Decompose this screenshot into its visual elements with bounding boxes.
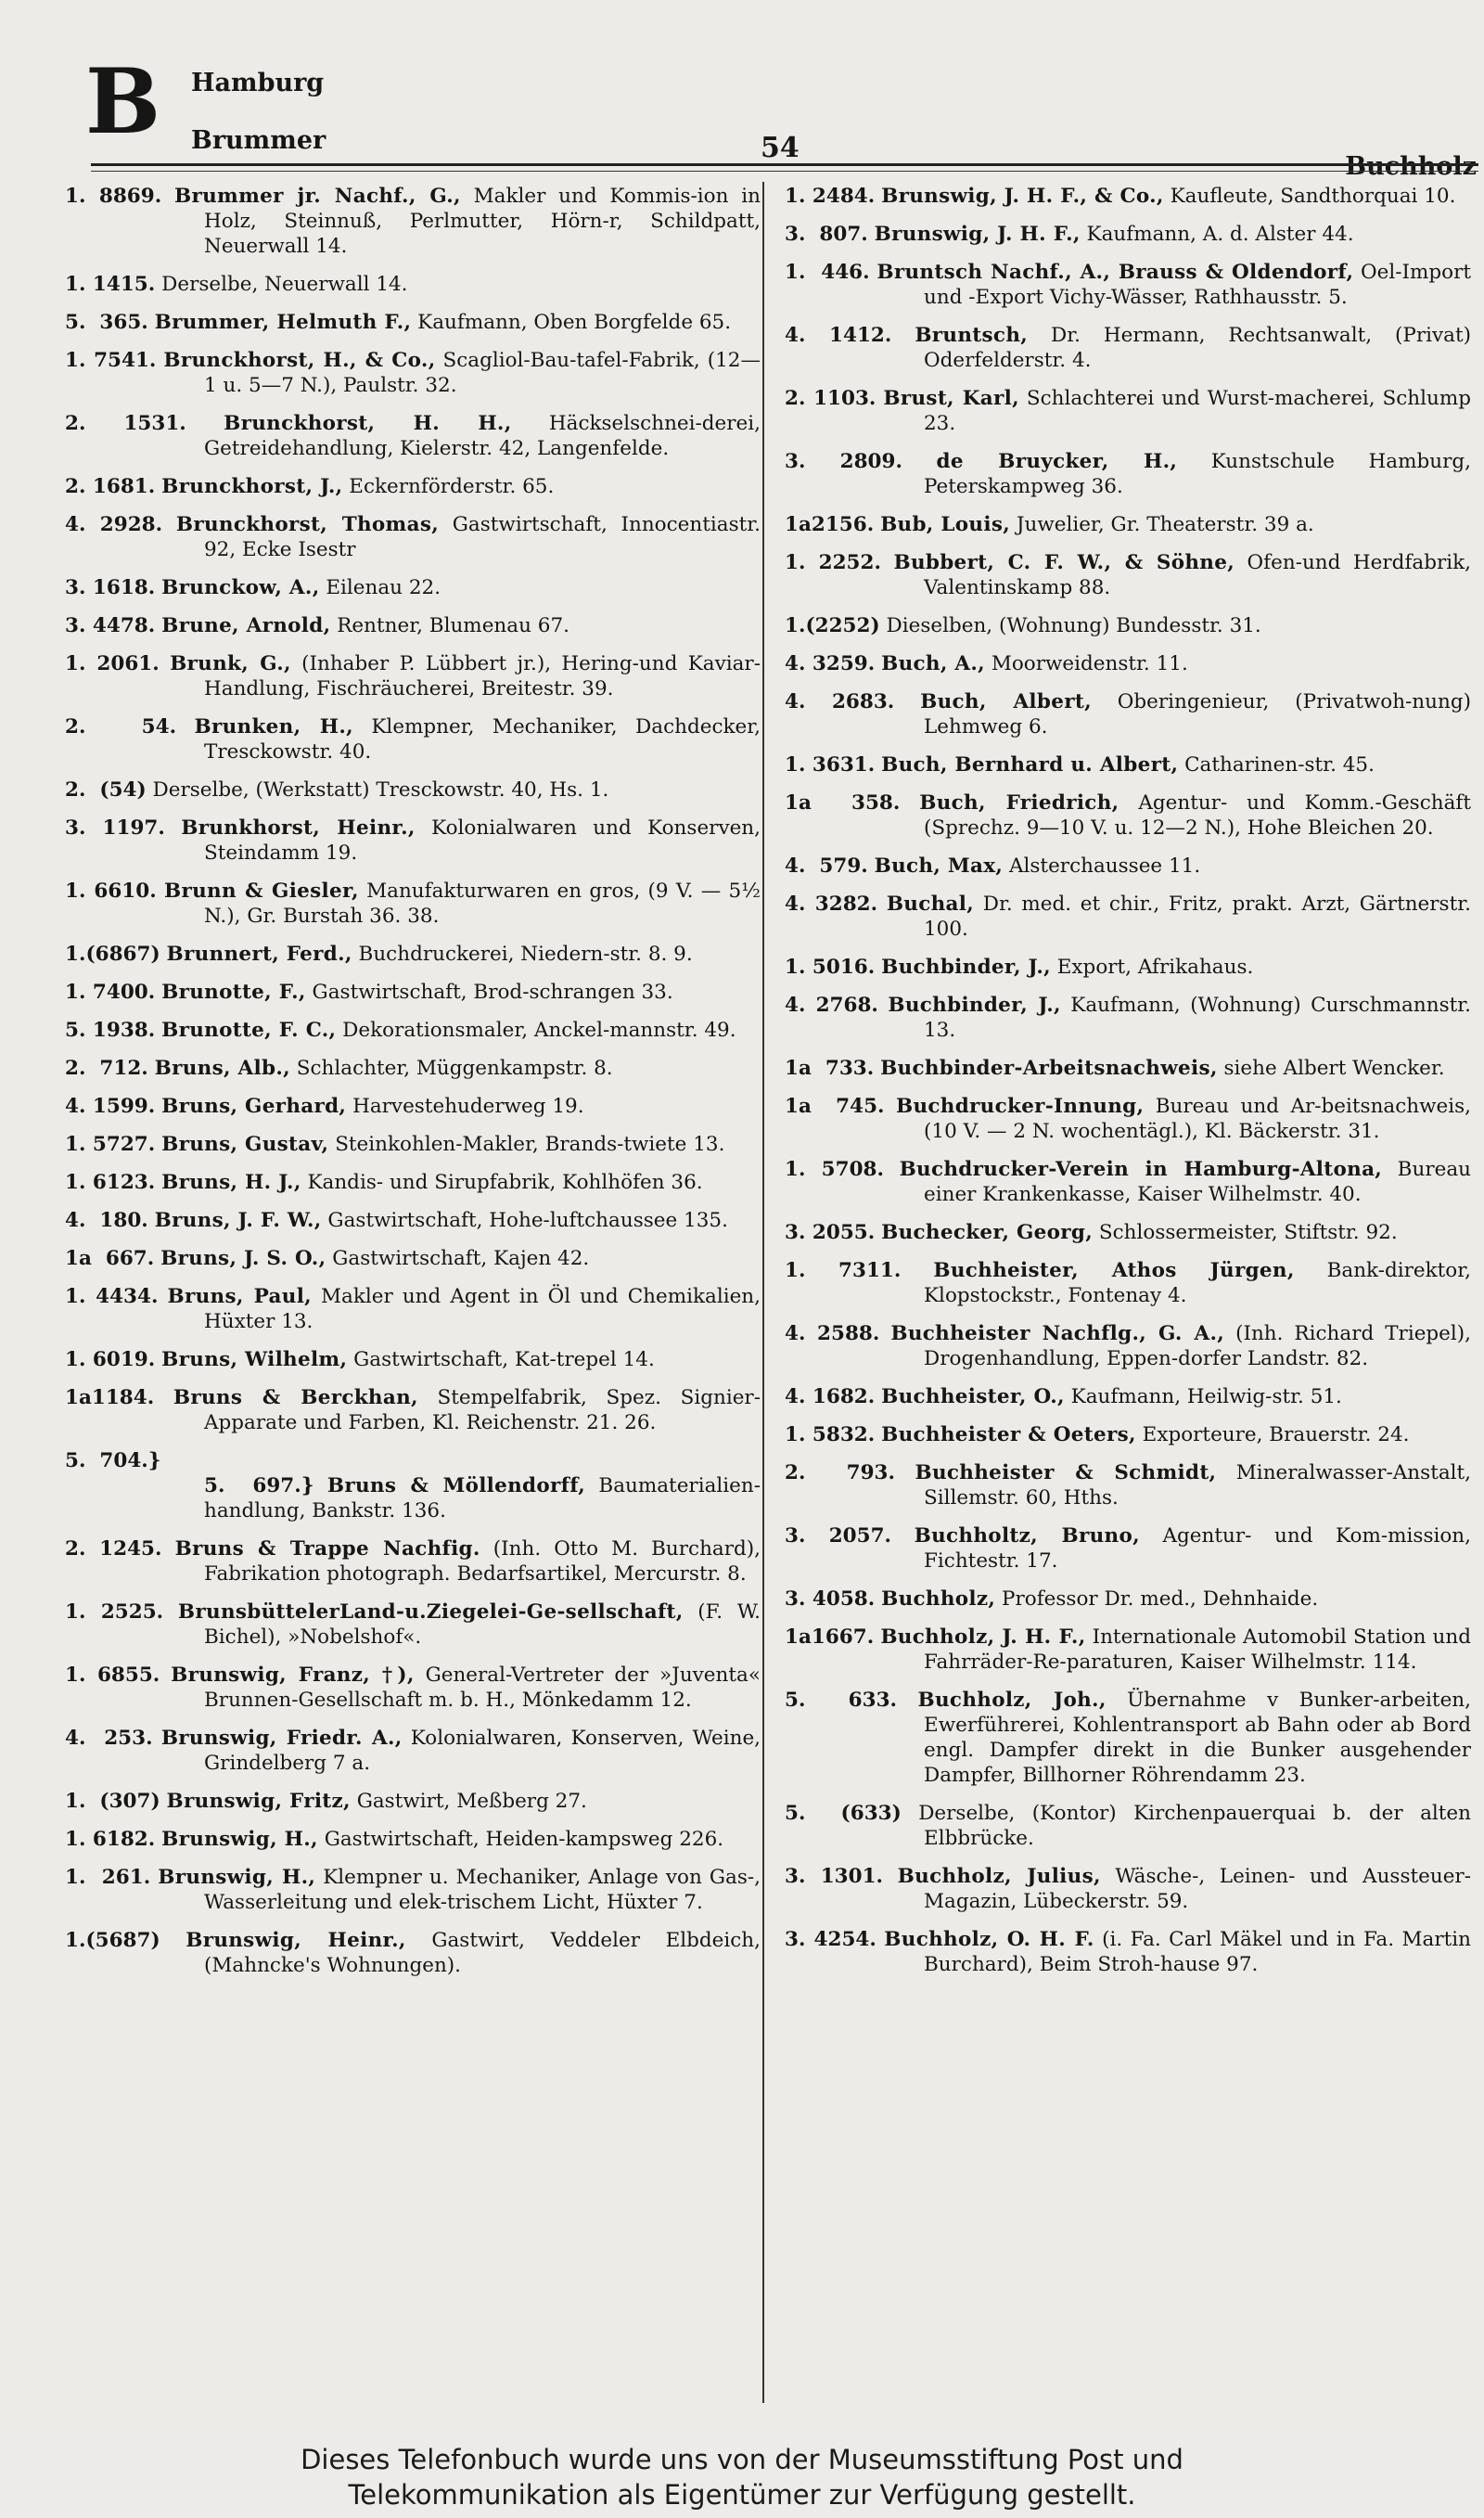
entry-details: Kaufmann, Oben Borgfelde 65. [417,311,732,334]
directory-entry [785,1625,1471,1675]
phone-number: 1. 8869. [65,185,162,208]
subscriber-name: Brune, Arnold, [161,614,331,637]
entry-details: Gastwirtschaft, Brod-schrangen 33. [312,981,673,1004]
entry-details: (Inhaber P. Lübbert jr.), Hering-und Kaviar-Handlung, Fischräucherei, Breitestr. 39. [204,652,761,700]
entry-details: Rentner, Blumenau 67. [337,614,569,637]
directory-entry [785,1587,1471,1612]
section-letter: B [85,49,161,154]
subscriber-name: Buchheister & Schmidt, [915,1461,1217,1484]
phone-number: 5. 633. [785,1689,898,1712]
phone-number: 1. 7541. [65,349,157,372]
entry-details: Kaufmann, A. d. Alster 44. [1086,223,1354,246]
subscriber-name: Buchheister & Oeters, [881,1423,1136,1446]
subscriber-name: Brunk, G., [170,652,291,675]
directory-entry [65,348,761,398]
subscriber-name: Buch, Max, [874,854,1004,878]
directory-entry [785,222,1471,247]
directory-entry [65,411,761,461]
phone-number: 1. 5832. [785,1423,876,1446]
phone-number: 2. 712. [65,1057,148,1080]
entry-details: Export, Afrikahaus. [1056,956,1254,979]
phone-number: 5. (633) [785,1802,902,1825]
entry-details: Eilenau 22. [326,576,441,599]
directory-entry [65,879,761,929]
phone-number: 1. 2484. [785,185,876,208]
entry-details: Bureau und Ar-beitsnachweis, (10 V. — 2 N. wochentägl.), Kl. Bäckerstr. 31. [924,1095,1471,1143]
directory-entry [785,892,1471,942]
column-divider [762,182,764,2403]
phone-number: 1a 733. [785,1057,875,1080]
phone-number: 1. 4434. [65,1285,159,1308]
directory-entry [65,474,761,499]
phone-number: 1. 1415. [65,273,156,296]
entry-details: Bank-direktor, Klopstockstr., Fontenay 4. [924,1259,1471,1307]
directory-entry [785,854,1471,879]
subscriber-name: Buchheister, O., [881,1385,1065,1408]
subscriber-name: Buchdrucker-Verein in Hamburg-Altona, [899,1158,1383,1181]
subscriber-name: Bruns, Paul, [167,1285,312,1308]
phone-number: 2. 1245. [65,1537,162,1561]
subscriber-name: Buchbinder, J., [888,994,1061,1017]
subscriber-name: BrunsbüttelerLand-u.Ziegelei-Ge-sellschaft, [177,1600,684,1624]
directory-entry [65,1170,761,1195]
phone-number: 1. 7400. [65,981,156,1004]
subscriber-name: Buch, Albert, [920,690,1092,713]
subscriber-name: Bruns, J. F. W., [154,1209,322,1232]
directory-entry [65,777,761,803]
subscriber-name: Brunotte, F., [161,981,306,1004]
subscriber-name: Brust, Karl, [883,387,1019,410]
directory-entry [65,1865,761,1915]
entry-details: Professor Dr. med., Dehnhaide. [1002,1587,1319,1611]
subscriber-name: Brunkhorst, Heinr., [181,816,416,840]
directory-entry [785,651,1471,676]
phone-number: 1. 2061. [65,652,160,675]
directory-entry [785,1422,1471,1447]
directory-entry [785,1864,1471,1914]
subscriber-name: Brunswig, Heinr., [186,1929,406,1952]
phone-number: 2. 793. [785,1461,896,1484]
left-column [65,184,761,1991]
subscriber-name: Brunswig, Franz, †), [171,1664,415,1687]
directory-entry [65,272,761,297]
entry-details: Kunstschule Hamburg, Peterskampweg 36. [924,450,1471,498]
phone-number: 1. 446. [785,261,870,284]
directory-entry [65,1284,761,1334]
entry-details: Schlachterei und Wurst-macherei, Schlump 23. [924,387,1471,435]
subscriber-name: Brunotte, F. C., [161,1019,337,1042]
entry-details: Wäsche-, Leinen- und Aussteuer-Magazin, Lübeckerstr. 59. [924,1865,1471,1913]
phone-number: 1. 6855. [65,1664,160,1687]
entry-details: Gastwirtschaft, Hohe-luftchaussee 135. [327,1209,728,1232]
entry-details: Dr. Hermann, Rechtsanwalt, (Privat) Oderfelderstr. 4. [924,324,1472,372]
phone-number: 2. 54. [65,715,177,739]
subscriber-name: Brunswig, Fritz, [166,1790,351,1813]
directory-entry [785,1927,1471,1977]
phone-number: 4. 579. [785,854,868,878]
directory-entry [785,1321,1471,1371]
entry-details: Dekorationsmaler, Anckel-mannstr. 49. [342,1019,736,1042]
phone-number: 1a 358. [785,791,901,815]
phone-number: 2. 1681. [65,475,156,498]
phone-number: 4. 2928. [65,513,163,536]
phone-number: 4. 253. [65,1727,153,1750]
footer-line-1: Dieses Telefonbuch wurde uns von der Museumsstiftung Post und [301,2444,1183,2475]
subscriber-name: Brummer jr. Nachf., G., [174,185,461,208]
entry-details: Kolonialwaren, Konserven, Weine, Grindelberg 7 a. [204,1727,761,1775]
phone-number: 4. 2768. [785,994,878,1017]
directory-entry [785,1157,1471,1207]
subscriber-name: Bubbert, C. F. W., & Söhne, [893,551,1235,574]
entry-details: Kaufmann, (Wohnung) Curschmannstr. 13. [924,994,1471,1042]
phone-number: 3. 807. [785,223,868,246]
subscriber-name: Buchholz, [881,1587,996,1611]
phone-number: 1. 2525. [65,1600,164,1624]
entry-details: Derselbe, (Werkstatt) Tresckowstr. 40, Hs. 1. [152,778,609,802]
phone-number: 4. 2683. [785,690,895,713]
footer-line-2: Telekommunikation als Eigentümer zur Verfügung gestellt. [348,2479,1136,2511]
subscriber-name: Buch, Bernhard u. Albert, [881,753,1179,777]
subscriber-name: Buchheister, Athos Jürgen, [933,1259,1295,1282]
subscriber-name: Bruns, Alb., [154,1057,290,1080]
directory-entry [65,184,761,259]
entry-details: Derselbe, Neuerwall 14. [161,273,408,296]
entry-details: General-Vertreter der »Juventa« Brunnen-Gesellschaft m. b. H., Mönkedamm 12. [204,1664,761,1712]
subscriber-name: Bruns, Gustav, [161,1133,329,1156]
entry-details: (Inh. Otto M. Burchard), Fabrikation photograph. Bedarfsartikel, Mercurstr. 8. [204,1537,761,1586]
left-guide-word: Brummer [191,126,326,155]
directory-entry [65,1726,761,1776]
directory-entry [65,1132,761,1157]
directory-entry [65,1928,761,1978]
right-guide-word: Buchholz [1345,152,1477,181]
phone-number: 4. 2588. [785,1322,880,1345]
entry-details: Makler und Agent in Öl und Chemikalien, Hüxter 13. [204,1285,761,1333]
entry-details: Schlossermeister, Stiftstr. 92. [1098,1221,1398,1244]
phone-number: 4. 3259. [785,652,876,675]
phone-number: 5. 1938. [65,1019,156,1042]
entry-details: Manufakturwaren en gros, (9 V. — 5½ N.), Gr. Burstah 36. 38. [204,880,761,928]
directory-entry [65,613,761,638]
phone-number: 1a2156. [785,513,875,536]
entry-details: Gastwirtschaft, Kajen 42. [332,1247,590,1270]
directory-entry [65,1599,761,1650]
phone-number: 5. 704.} 5. 697.} [65,1449,314,1497]
entry-details: Gastwirtschaft, Kat-trepel 14. [353,1348,655,1371]
directory-entry [65,1448,761,1523]
entry-details: Kaufmann, Heilwig-str. 51. [1070,1385,1342,1408]
entry-details: Gastwirt, Veddeler Elbdeich, (Mahncke's Wohnungen). [204,1929,761,1977]
phone-number: 1. 7311. [785,1259,902,1282]
subscriber-name: Brunken, H., [194,715,353,739]
subscriber-name: Buchecker, Georg, [881,1221,1094,1244]
entry-details: Klempner u. Mechaniker, Anlage von Gas-, Wasserleitung und elek-trischem Licht, Hüxter 7. [204,1866,761,1914]
subscriber-name: Bub, Louis, [880,513,1011,536]
entry-details: (F. W. Bichel), »Nobelshof«. [204,1600,761,1649]
subscriber-name: Brunswig, J. H. F., & Co., [881,185,1164,208]
directory-entry [65,575,761,600]
entry-details: Bureau einer Krankenkasse, Kaiser Wilhelmstr. 40. [924,1158,1471,1206]
directory-entry [785,993,1471,1043]
subscriber-name: Brunckow, A., [161,576,320,599]
subscriber-name: Brunnert, Ferd., [166,943,352,966]
phone-number: 3. 4478. [65,614,156,637]
phone-number: 1. 6610. [65,880,157,903]
directory-entry [65,1347,761,1372]
entry-details: Kandis- und Sirupfabrik, Kohlhöfen 36. [307,1171,703,1194]
directory-entry [65,714,761,764]
subscriber-name: Brunckhorst, H. H., [224,412,512,435]
entry-details: Klempner, Mechaniker, Dachdecker, Tresckowstr. 40. [204,715,761,764]
entry-details: Ofen-und Herdfabrik, Valentinskamp 88. [924,551,1471,599]
entry-details: Oel-Import und -Export Vichy-Wässer, Rathhausstr. 5. [924,261,1471,309]
page-number: 54 [761,132,800,164]
directory-entry [65,816,761,866]
entry-details: (Inh. Richard Triepel), Drogenhandlung, Eppen-dorfer Landstr. 82. [924,1322,1471,1370]
entry-details: Catharinen-str. 45. [1184,753,1375,777]
phone-number: 4. 1682. [785,1385,876,1408]
subscriber-name: Brunn & Giesler, [163,880,359,903]
directory-entry [65,1536,761,1587]
entry-details: Schlachter, Müggenkampstr. 8. [296,1057,613,1080]
subscriber-name: Brummer, Helmuth F., [154,311,412,334]
entry-details: Kaufleute, Sandthorquai 10. [1170,185,1456,208]
phone-number: 2. 1531. [65,412,186,435]
directory-entry [65,1246,761,1271]
directory-entry [65,310,761,335]
entry-details: Buchdruckerei, Niedern-str. 8. 9. [358,943,693,966]
entry-details: Scagliol-Bau-tafel-Fabrik, (12—1 u. 5—7 N.), Paulstr. 32. [204,349,761,397]
directory-entry [785,323,1471,373]
subscriber-name: Buchholtz, Bruno, [914,1524,1140,1548]
city-heading: Hamburg [191,69,325,97]
entry-details: Makler und Kommis-ion in Holz, Steinnuß, Perlmutter, Hörn-r, Schildpatt, Neuerwall 14. [204,185,761,258]
header-rule-thick [91,163,1478,166]
directory-entry [785,613,1471,638]
directory-entry [785,386,1471,436]
entry-details: Gastwirtschaft, Heiden-kampsweg 226. [324,1828,724,1851]
subscriber-name: Bruns, Gerhard, [161,1095,347,1118]
entry-details: Derselbe, (Kontor) Kirchenpauerquai b. der alten Elbbrücke. [918,1802,1471,1850]
entry-details: Mineralwasser-Anstalt, Sillemstr. 60, Hths. [924,1461,1471,1510]
entry-details: Oberingenieur, (Privatwoh-nung) Lehmweg 6. [924,690,1471,739]
phone-number: 1.(6867) [65,943,160,966]
entry-details: Alsterchaussee 11. [1009,854,1201,878]
subscriber-name: Brunckhorst, H., & Co., [163,349,436,372]
phone-number: 5. 365. [65,311,148,334]
entry-details: Harvestehuderweg 19. [352,1095,584,1118]
subscriber-name: Buchholz, J. H. F., [880,1625,1086,1649]
directory-entry [785,550,1471,600]
phone-number: 4. 180. [65,1209,148,1232]
phone-number: 4. 3282. [785,893,878,916]
entry-details: Agentur- und Komm.-Geschäft (Sprechz. 9—10 V. u. 12—2 N.), Hohe Bleichen 20. [924,791,1472,840]
subscriber-name: Buchheister Nachflg., G. A., [890,1322,1225,1345]
phone-number: 1. 2252. [785,551,881,574]
right-column [785,184,1471,1990]
entry-details: Internationale Automobil Station und Fahrräder-Re-paraturen, Kaiser Wilhelmstr. 114. [924,1625,1472,1674]
entry-details: Steinkohlen-Makler, Brands-twiete 13. [335,1133,725,1156]
directory-entry [785,1460,1471,1510]
directory-entry [785,1688,1471,1788]
directory-entry [785,449,1471,499]
directory-entry [785,955,1471,980]
phone-number: 1a 667. [65,1247,155,1270]
subscriber-name: Bruns, Wilhelm, [161,1348,348,1371]
directory-entry [785,1801,1471,1851]
directory-entry [65,1208,761,1233]
directory-entry [65,651,761,701]
directory-entry [785,184,1471,209]
header-rule-thin [91,171,1478,172]
entry-details: Kolonialwaren und Konserven, Steindamm 19. [204,816,761,865]
entry-details: Dr. med. et chir., Fritz, prakt. Arzt, Gärtnerstr. 100. [924,893,1471,941]
subscriber-name: Buchdrucker-Innung, [896,1095,1145,1118]
subscriber-name: Bruns & Trappe Nachfig. [174,1537,480,1561]
directory-entry [785,1094,1471,1144]
phone-number: 1. 6123. [65,1171,156,1194]
directory-entry [65,942,761,967]
subscriber-name: Bruntsch, [915,324,1029,347]
entry-details: (i. Fa. Carl Mäkel und in Fa. Martin Burchard), Beim Stroh-hause 97. [924,1928,1471,1976]
directory-entry [65,1663,761,1713]
entry-details: Exporteure, Brauerstr. 24. [1142,1423,1410,1446]
phone-number: 1. 5016. [785,956,876,979]
phone-number: 1a1184. [65,1386,155,1409]
phone-number: 1. 5708. [785,1158,884,1181]
phone-number: 1.(5687) [65,1929,160,1952]
phone-number: 1. 6182. [65,1828,156,1851]
subscriber-name: Brunckhorst, Thomas, [175,513,440,536]
subscriber-name: Brunswig, H., [158,1866,316,1889]
subscriber-name: Bruntsch Nachf., A., Brauss & Oldendorf, [876,261,1354,284]
phone-number: 3. 1618. [65,576,156,599]
subscriber-name: Brunswig, J. H. F., [874,223,1081,246]
directory-entry [65,1094,761,1119]
subscriber-name: Buchholz, O. H. F. [884,1928,1094,1951]
directory-entry [785,260,1471,310]
entry-details: Gastwirt, Meßberg 27. [356,1790,587,1813]
entry-details: Eckernförderstr. 65. [349,475,555,498]
phone-number: 2. (54) [65,778,147,802]
phone-number: 1a 745. [785,1095,885,1118]
subscriber-name: Brunswig, Friedr. A., [160,1727,403,1750]
entry-details: Juwelier, Gr. Theaterstr. 39 a. [1016,513,1314,536]
subscriber-name: Bruns, H. J., [161,1171,301,1194]
footer-notice [0,2434,1484,2518]
directory-entry [785,1384,1471,1409]
directory-entry [65,980,761,1005]
phone-number: 1.(2252) [785,614,880,637]
directory-entry [785,1220,1471,1245]
entry-details: Stempelfabrik, Spez. Signier-Apparate und Farben, Kl. Reichenstr. 21. 26. [204,1386,761,1434]
phone-number: 3. 1197. [65,816,165,840]
subscriber-name: Brunckhorst, J., [161,475,343,498]
subscriber-name: de Bruycker, H., [936,450,1178,473]
subscriber-name: Buchbinder, J., [881,956,1051,979]
subscriber-name: Bruns & Möllendorff, [326,1474,586,1497]
phone-number: 1. 3631. [785,753,876,777]
subscriber-name: Buch, Friedrich, [919,791,1119,815]
entry-details: Agentur- und Kom-mission, Fichtestr. 17. [924,1524,1471,1573]
phone-number: 1. 261. [65,1866,151,1889]
phone-number: 3. 1301. [785,1865,884,1888]
subscriber-name: Buchholz, Joh., [917,1689,1107,1712]
phone-number: 4. 1412. [785,324,892,347]
entry-details: Baumaterialien-handlung, Bankstr. 136. [204,1474,761,1522]
subscriber-name: Buch, A., [881,652,985,675]
subscriber-name: Buchbinder-Arbeitsnachweis, [880,1057,1218,1080]
directory-entry [65,1018,761,1043]
directory-entry [785,752,1471,777]
phone-number: 4. 1599. [65,1095,156,1118]
directory-entry [785,1258,1471,1308]
phone-number: 2. 1103. [785,387,876,410]
entry-details: siehe Albert Wencker. [1223,1057,1445,1080]
entry-details: Dieselben, (Wohnung) Bundesstr. 31. [886,614,1261,637]
subscriber-name: Brunswig, H., [161,1828,318,1851]
subscriber-name: Bruns & Berckhan, [173,1386,418,1409]
phone-number: 3. 2057. [785,1524,892,1548]
phone-number: 1a1667. [785,1625,875,1649]
entry-details: Übernahme v Bunker-arbeiten, Ewerführerei, Kohlentransport ab Bahn oder ab Bord engl. Dampfer direkt in die Bunker ausgehender Dampfer, Billhorner Röhrendamm 23. [924,1689,1471,1787]
directory-entry [785,790,1471,841]
phone-number: 1. 5727. [65,1133,156,1156]
directory-entry [785,512,1471,537]
phone-number: 3. 4254. [785,1928,876,1951]
directory-entry [785,689,1471,739]
entry-details: Gastwirtschaft, Innocentiastr. 92, Ecke Isestr [204,513,761,561]
phone-number: 1. 6019. [65,1348,156,1371]
subscriber-name: Buchal, [886,893,975,916]
directory-entry [785,1523,1471,1574]
subscriber-name: Bruns, J. S. O., [160,1247,326,1270]
entry-details: Häckselschnei-derei, Getreidehandlung, Kielerstr. 42, Langenfelde. [204,412,761,460]
subscriber-name: Buchholz, Julius, [897,1865,1101,1888]
phone-number: 1. (307) [65,1790,160,1813]
entry-details: Moorweidenstr. 11. [991,652,1188,675]
directory-entry [65,1385,761,1435]
phone-number: 3. 4058. [785,1587,876,1611]
phone-number: 3. 2809. [785,450,902,473]
directory-entry [785,1056,1471,1081]
directory-entry [65,1056,761,1081]
phone-number: 3. 2055. [785,1221,876,1244]
directory-entry [65,512,761,562]
directory-entry [65,1789,761,1814]
directory-entry [65,1827,761,1852]
